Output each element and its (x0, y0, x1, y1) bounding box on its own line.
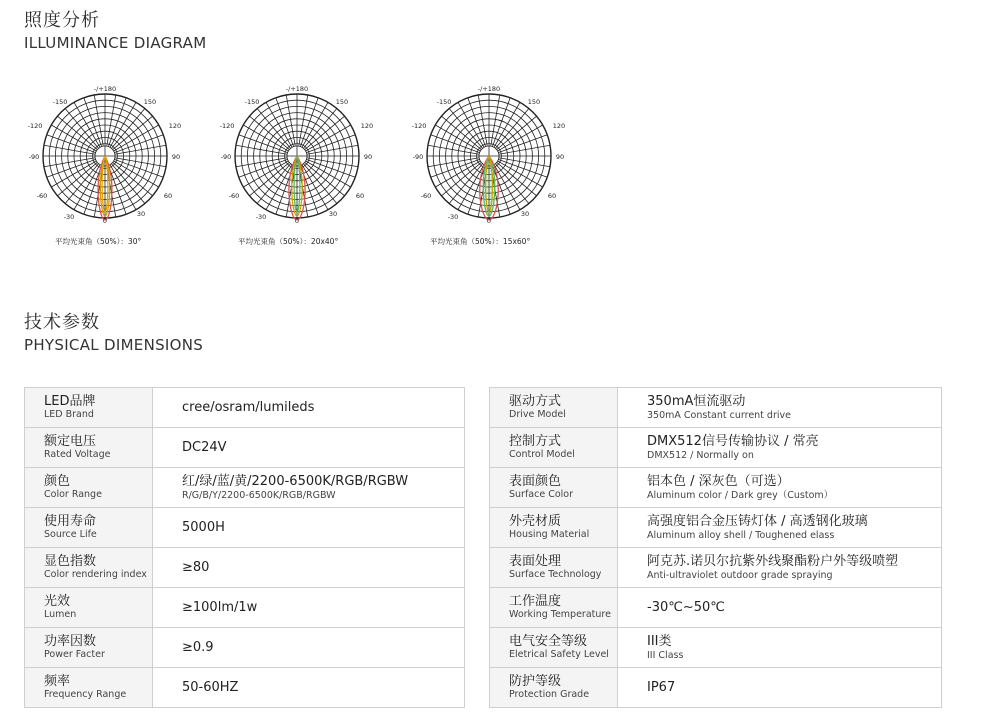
polar-diagram-3 (404, 84, 574, 254)
spec-label: 外壳材质 Housing Material (490, 508, 618, 548)
spec-table-right (489, 387, 942, 708)
angle-label: 120 (360, 122, 374, 130)
diagram-caption-1: 平均光束角（50%）：30° (55, 237, 142, 246)
angle-label: 150 (143, 98, 157, 106)
angle-label: -30 (255, 213, 267, 221)
table-row (490, 468, 942, 508)
angle-label: -90 (28, 153, 40, 161)
spec-label: 表面颜色 Surface Color (490, 468, 618, 508)
spec-label: 频率 Frequency Range (25, 668, 153, 708)
table-row (490, 388, 942, 428)
angle-label: 90 (363, 153, 373, 161)
angle-label: 30 (520, 210, 530, 218)
polar-chart-svg (212, 84, 382, 254)
angle-label: 60 (547, 192, 557, 200)
illuminance-title-en: ILLUMINANCE DIAGRAM (24, 34, 207, 52)
diagram-caption-2: 平均光束角（50%）：20x40° (238, 237, 339, 246)
angle-label: -/+180 (285, 85, 309, 93)
angle-label: -90 (412, 153, 424, 161)
spec-label: 颜色 Color Range (25, 468, 153, 508)
diagram-caption-3: 平均光束角（50%）：15x60° (430, 237, 531, 246)
spec-value: IP67 (618, 668, 942, 708)
table-row (25, 548, 465, 588)
spec-label: 额定电压 Rated Voltage (25, 428, 153, 468)
angle-label: 30 (136, 210, 146, 218)
spec-value: 高强度铝合金压铸灯体 / 高透钢化玻璃 Aluminum alloy shell / Toughened elass (618, 508, 942, 548)
spec-value: III类 III Class (618, 628, 942, 668)
spec-value: 50-60HZ (153, 668, 465, 708)
spec-value: DMX512信号传输协议 / 常亮 DMX512 / Normally on (618, 428, 942, 468)
angle-label: 90 (171, 153, 181, 161)
spec-label: 使用寿命 Source Life (25, 508, 153, 548)
table-row (25, 668, 465, 708)
spec-value: ≥100lm/1w (153, 588, 465, 628)
angle-label: -/+180 (477, 85, 501, 93)
angle-label: 0 (486, 217, 492, 225)
angle-label: -120 (27, 122, 43, 130)
table-row (490, 628, 942, 668)
angle-label: -120 (219, 122, 235, 130)
angle-label: -150 (436, 98, 452, 106)
table-row (25, 468, 465, 508)
spec-label: 防护等级 Protection Grade (490, 668, 618, 708)
angle-label: 120 (552, 122, 566, 130)
angle-label: 30 (328, 210, 338, 218)
spec-label: 工作温度 Working Temperature (490, 588, 618, 628)
spec-label: LED品牌 LED Brand (25, 388, 153, 428)
table-row (490, 428, 942, 468)
table-row (490, 668, 942, 708)
table-row (25, 628, 465, 668)
angle-label: 150 (527, 98, 541, 106)
spec-value: 阿克苏.诺贝尔抗紫外线聚酯粉户外等级喷塑 Anti-ultraviolet outdoor grade spraying (618, 548, 942, 588)
physical-title-en: PHYSICAL DIMENSIONS (24, 336, 204, 354)
spec-value: -30℃~50℃ (618, 588, 942, 628)
table-row (25, 588, 465, 628)
table-row (25, 388, 465, 428)
angle-label: -150 (244, 98, 260, 106)
angle-label: -60 (228, 192, 240, 200)
angle-label: -/+180 (93, 85, 117, 93)
spec-value: cree/osram/lumileds (153, 388, 465, 428)
polar-chart-svg (404, 84, 574, 254)
illuminance-title-cn: 照度分析 (24, 10, 100, 31)
spec-label: 功率因数 Power Facter (25, 628, 153, 668)
angle-label: 0 (294, 217, 300, 225)
angle-label: -60 (420, 192, 432, 200)
angle-label: 120 (168, 122, 182, 130)
angle-label: 60 (355, 192, 365, 200)
angle-label: 60 (163, 192, 173, 200)
angle-label: -90 (220, 153, 232, 161)
spec-value: DC24V (153, 428, 465, 468)
spec-value: 350mA恒流驱动 350mA Constant current drive (618, 388, 942, 428)
angle-label: 90 (555, 153, 565, 161)
spec-value: 5000H (153, 508, 465, 548)
angle-label: -30 (63, 213, 75, 221)
spec-value: 红/绿/蓝/黄/2200-6500K/RGB/RGBW R/G/B/Y/2200-6500K/RGB/RGBW (153, 468, 465, 508)
table-row (490, 588, 942, 628)
spec-table-left (24, 387, 465, 708)
table-row (490, 508, 942, 548)
spec-value: ≥80 (153, 548, 465, 588)
physical-title-cn: 技术参数 (24, 312, 100, 333)
polar-diagram-1 (20, 84, 190, 254)
angle-label: -30 (447, 213, 459, 221)
table-row (25, 428, 465, 468)
spec-label: 控制方式 Control Model (490, 428, 618, 468)
spec-value: ≥0.9 (153, 628, 465, 668)
spec-label: 表面处理 Surface Technology (490, 548, 618, 588)
angle-label: -120 (411, 122, 427, 130)
angle-label: -60 (36, 192, 48, 200)
spec-value: 铝本色 / 深灰色（可选） Aluminum color / Dark grey（Custom） (618, 468, 942, 508)
angle-label: -150 (52, 98, 68, 106)
spec-label: 电气安全等级 Eletrical Safety Level (490, 628, 618, 668)
angle-label: 150 (335, 98, 349, 106)
polar-chart-svg (20, 84, 190, 254)
table-row (25, 508, 465, 548)
spec-label: 光效 Lumen (25, 588, 153, 628)
spec-label: 显色指数 Color rendering index (25, 548, 153, 588)
spec-label: 驱动方式 Drive Model (490, 388, 618, 428)
polar-diagram-2 (212, 84, 382, 254)
angle-label: 0 (102, 217, 108, 225)
table-row (490, 548, 942, 588)
